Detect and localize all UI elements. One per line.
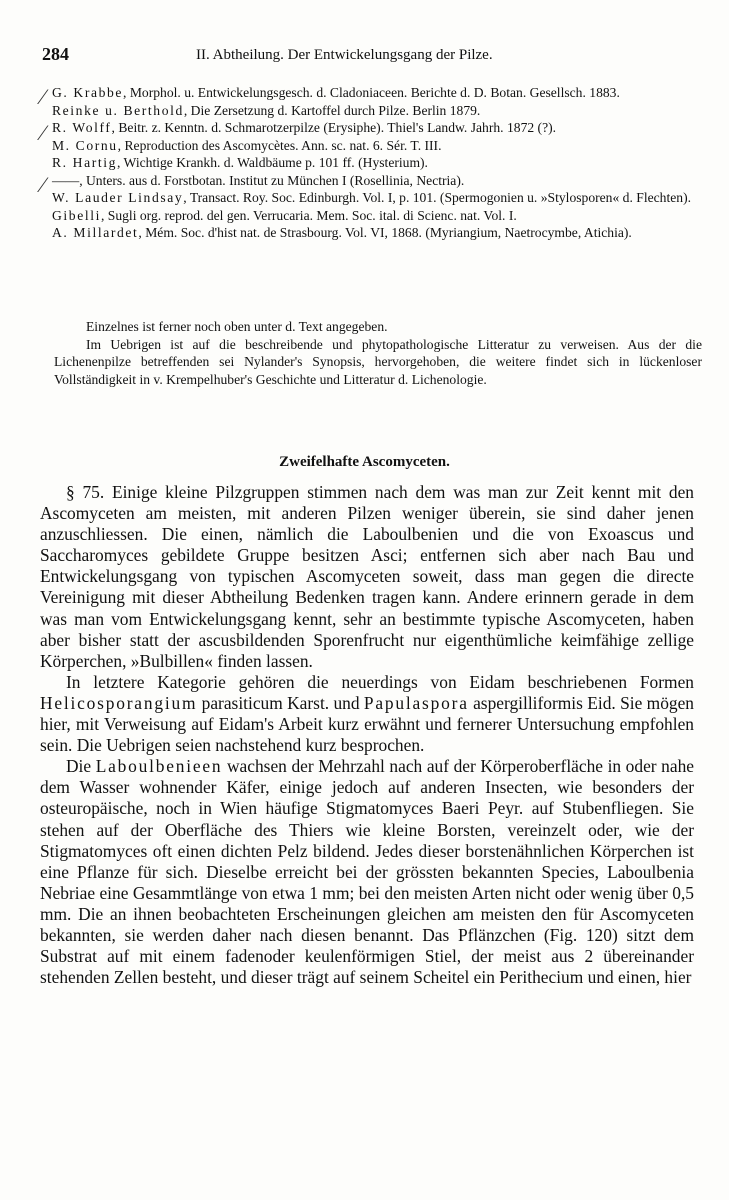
body-paragraph bbox=[40, 672, 694, 756]
text-run: Die bbox=[66, 756, 96, 777]
body-paragraph: § 75. Einige kleine Pilzgruppen stimmen nach dem was man zur Zeit kennt mit den Ascomyceten am meisten, mit anderen Pilzen weniger überein, sie sind daher jenen anzuschliessen. Die einen, nämlich die Laboulbenien und die von Exoascus und Saccharomyces gebildete Gruppe besitzen Asci; entfernen sich aber nach Bau und Entwickelungsgang von typischen Ascomyceten soweit, dass man gegen die directe Vereinigung mit dieser Abtheilung Bedenken tragen kann. Andere erinnern gerade in dem was man vom Entwickelungsgang kennt, sehr an bestimmte typische Ascomyceten, haben aber bisher statt der ascusbildenden Sporenfrucht nur eigenthümliche keimfähige zellige Körperchen, »Bulbillen« finden lassen. bbox=[40, 482, 694, 671]
reference-author: M. Cornu bbox=[52, 137, 118, 153]
reference-entry bbox=[52, 102, 704, 120]
reference-entry bbox=[52, 84, 704, 102]
reference-entry bbox=[52, 207, 704, 225]
body-text bbox=[40, 482, 694, 988]
reference-text: , Mém. Soc. d'hist nat. de Strasbourg. Vol. VI, 1868. (Myriangium, Naetrocymbe, Atichia). bbox=[138, 225, 632, 240]
text-run: aspergilliformis Eid. Sie mögen hier, mit Verweisung auf Eidam's Arbeit kurz erwähnt und fernerer Untersuchung empfohlen sein. Die Uebrigen seien nachstehend kurz besprochen. bbox=[40, 692, 694, 756]
reference-author: G. Krabbe bbox=[52, 85, 124, 100]
pencil-tick-mark: ⁄ bbox=[41, 172, 45, 197]
text-run: In letztere Kategorie gehören die neuerdings von Eidam beschriebenen Formen bbox=[66, 671, 694, 692]
reference-author: Reinke u. Berthold bbox=[52, 102, 184, 118]
reference-text: , Beitr. z. Kenntn. d. Schmarotzerpilze (Erysiphe). Thiel's Landw. Jahrh. 1872 (?). bbox=[111, 120, 557, 135]
body-paragraph bbox=[40, 756, 694, 988]
reference-list bbox=[52, 84, 704, 242]
literature-note bbox=[54, 318, 702, 388]
reference-entry bbox=[52, 172, 704, 190]
reference-entry bbox=[52, 137, 704, 155]
pencil-tick-mark: ⁄ bbox=[41, 84, 45, 109]
reference-author: Gibelli bbox=[52, 207, 101, 223]
section-title: Zweifelhafte Ascomyceten. bbox=[279, 454, 450, 470]
reference-author: W. Lauder Lindsay bbox=[52, 190, 184, 205]
note-paragraph: Im Uebrigen ist auf die beschreibende und phytopathologische Litteratur zu verweisen. Aus der die Lichenenpilze betreffenden sei Nylander's Synopsis, hervorgehoben, die weitere findet sich in lückenloser Vollständigkeit in v. Krempelhuber's Geschichte und Litteratur d. Lichenologie. bbox=[54, 336, 702, 387]
reference-text: , Wichtige Krankh. d. Waldbäume p. 101 ff. (Hysterium). bbox=[117, 155, 428, 170]
pencil-tick-mark: ⁄ bbox=[41, 120, 45, 145]
reference-text: , Reproduction des Ascomycètes. Ann. sc. nat. 6. Sér. T. III. bbox=[117, 137, 442, 153]
reference-text: , Transact. Roy. Soc. Edinburgh. Vol. I, p. 101. (Spermogonien u. »Stylosporen« d. Flechten). bbox=[183, 190, 691, 205]
reference-entry bbox=[52, 154, 704, 172]
reference-entry bbox=[52, 224, 704, 242]
reference-text: , Morphol. u. Entwickelungsgesch. d. Cladoniaceen. Berichte d. D. Botan. Gesellsch. 1883. bbox=[123, 85, 620, 100]
text-run: wachsen der Mehrzahl nach auf der Körperoberfläche in oder nahe dem Wasser wohnender Käfer, einige jedoch auf anderen Insecten, wie besonders der osteuropäische, noch in Wien häufige Stigmatomyces Baeri Peyr. auf Stubenfliegen. Sie stehen auf der Oberfläche des Thiers wie kleine Borsten, vereinzelt oder, wie der Stigmatomyces oft einen dichten Pelz bildend. Jedes dieser borstenähnlichen Körperchen ist eine Pflanze für sich. Dieselbe erreicht bei der grössten bekannten Species, Laboulbenia Nebriae eine Gesammtlänge von etwa 1 mm; bei den meisten Arten nicht oder wenig über 0,5 mm. Die an ihnen beobachteten Erscheinungen gleichen am meisten den für Ascomyceten bekannten, sie werden daher nach diesen benannt. Das Pflänzchen (Fig. 120) sitzt dem Substrat auf mit einem fadenoder keulenförmigen Stiel, der meist aus 2 übereinander stehenden Zellen besteht, und dieser trägt auf seinem Scheitel ein Perithecium und einen, hier bbox=[40, 756, 694, 988]
reference-author: —— bbox=[52, 172, 80, 188]
reference-text: , Sugli org. reprod. del gen. Verrucaria. Mem. Soc. ital. di Scienc. nat. Vol. I. bbox=[100, 207, 517, 223]
reference-entry bbox=[52, 119, 704, 137]
spaced-genus-name: Helicosporangium bbox=[40, 692, 198, 713]
reference-author: A. Millardet bbox=[52, 225, 139, 240]
note-paragraph: Einzelnes ist ferner noch oben unter d. Text angegeben. bbox=[86, 319, 388, 334]
reference-entry bbox=[52, 189, 704, 207]
page-header bbox=[36, 44, 693, 72]
text-run: parasiticum Karst. und bbox=[197, 692, 364, 713]
reference-text: , Die Zersetzung d. Kartoffel durch Pilze. Berlin 1879. bbox=[183, 102, 481, 118]
reference-author: R. Wolff bbox=[52, 120, 112, 135]
spaced-genus-name: Papulaspora bbox=[363, 692, 469, 713]
spaced-family-name: Laboulbenieen bbox=[95, 756, 223, 777]
page-number: 284 bbox=[42, 44, 69, 64]
reference-author: R. Hartig bbox=[52, 155, 117, 170]
reference-text: , Unters. aus d. Forstbotan. Institut zu München I (Rosellinia, Nectria). bbox=[79, 172, 465, 188]
running-head: II. Abtheilung. Der Entwickelungsgang der Pilze. bbox=[196, 47, 493, 63]
